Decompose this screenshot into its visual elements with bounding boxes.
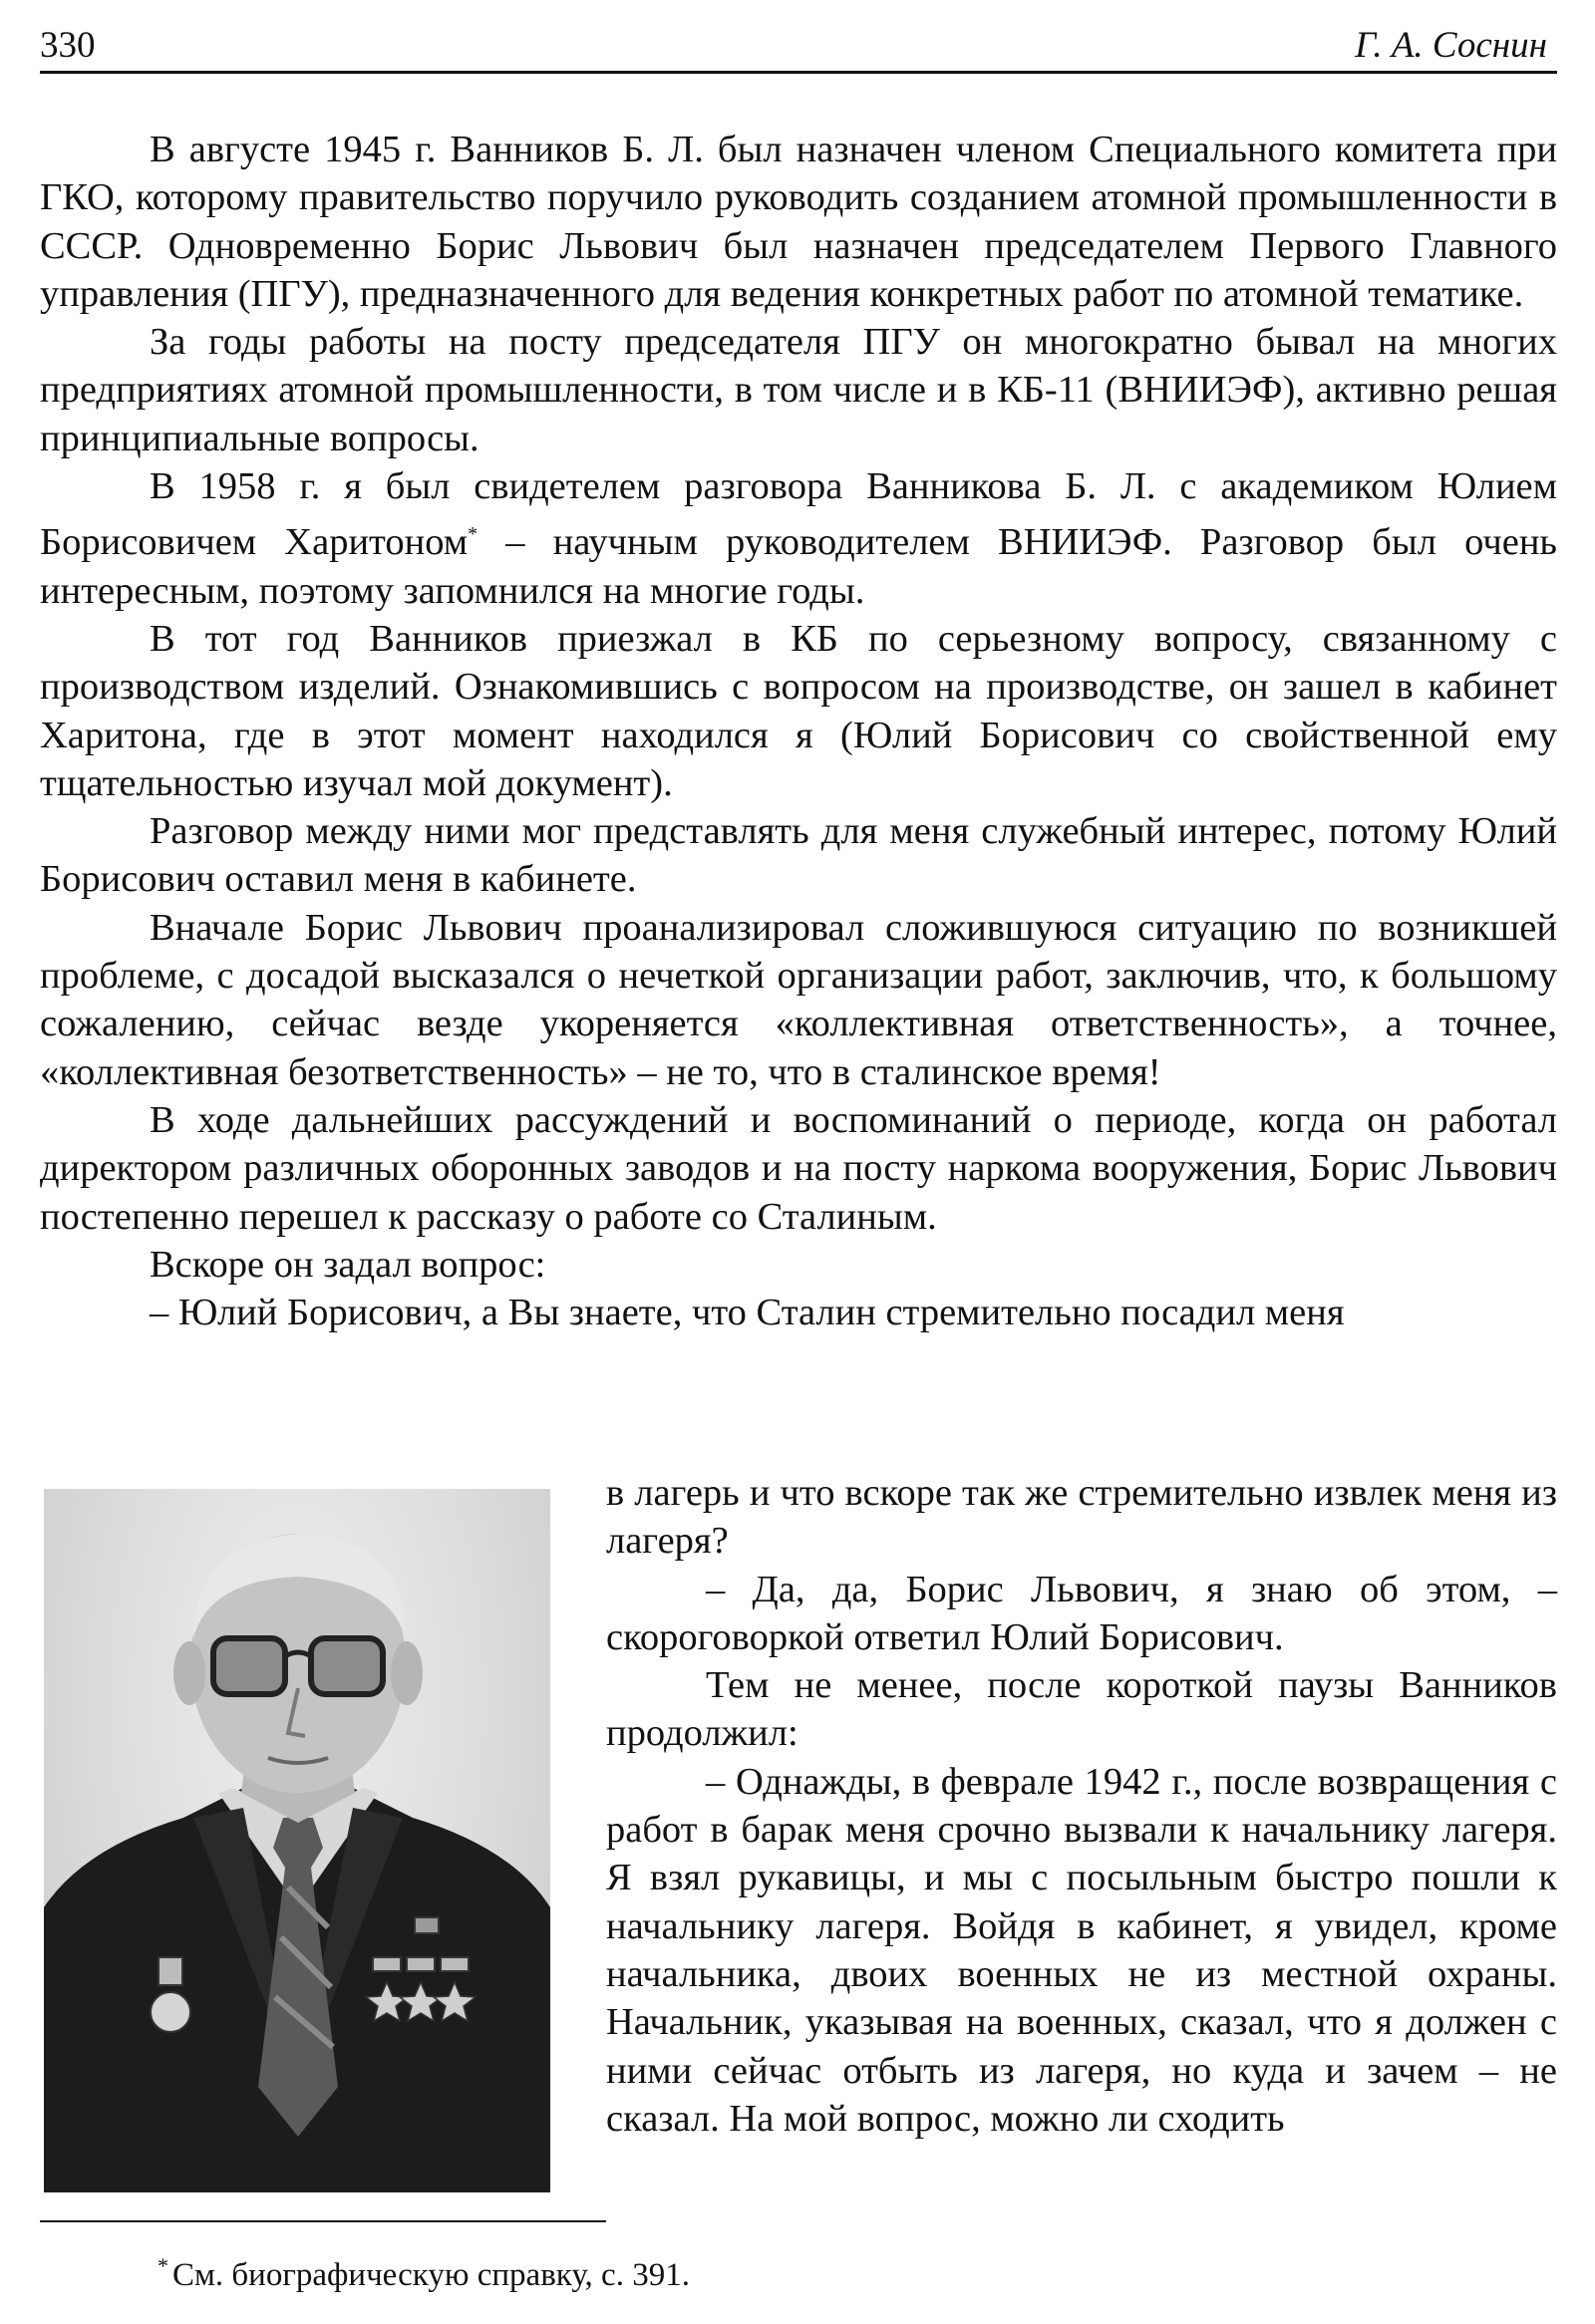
portrait-photo — [44, 1489, 550, 2192]
footnote-rule — [40, 2220, 606, 2222]
page-number: 330 — [40, 25, 96, 66]
footnote — [158, 2246, 690, 2295]
wrapped-text — [606, 1469, 1557, 2143]
paragraph-2: За годы работы на посту председателя ПГУ он многократно бывал на многих предприятиях атомной промышленности, в том числе и в КБ-11 (ВНИИЭФ), активно решая принципиальные вопросы. — [40, 321, 1557, 459]
paragraph-6: Вначале Борис Львович проанализировал сложившуюся ситуацию по возникшей проблеме, с досадой высказался о нечеткой организации работ, заключив, что, к большому сожалению, сейчас везде укореняется «коллективная ответственность», а точнее, «коллективная безответственность» – не то, что в сталинское время! — [40, 906, 1557, 1093]
footnote-text: См. биографическую справку, с. 391. — [172, 2257, 690, 2293]
running-header — [40, 22, 1557, 74]
paragraph-4: В тот год Ванников приезжал в КБ по серьезному вопросу, связанному с производством изделий. Ознакомившись с вопросом на производстве, он зашел в кабинет Харитона, где в этот момент находился я (Юлий Борисович со свойственной ему тщательностью изучал мой документ). — [40, 617, 1557, 804]
paragraph-3 — [40, 462, 1557, 615]
paragraph-5: Разговор между ними мог представлять для меня служебный интерес, потому Юлий Борисович оставил меня в кабинете. — [40, 810, 1557, 901]
footnote-reference: * — [468, 523, 478, 546]
paragraph-3-text-a: В 1958 г. я был свидетелем разговора Ванникова Б. Л. с академиком Юлием Борисовичем Харитоном — [40, 465, 1557, 564]
footnote-marker: * — [158, 2253, 168, 2278]
paragraph-12: – Однажды, в феврале 1942 г., после возвращения с работ в барак меня срочно вызвали к начальнику лагеря. Я взял рукавицы, и мы с посыльным быстро пошли к начальнику лагеря. Войдя в кабинет, я увидел, кроме начальника, двоих военных не из местной охраны. Начальник, указывая на военных, сказал, что я должен с ними сейчас отбыть из лагеря, но куда и зачем – не сказал. На мой вопрос, можно ли сходить — [606, 1760, 1557, 2140]
main-text — [40, 126, 1557, 1336]
paragraph-11: Тем не менее, после короткой паузы Ванников продолжил: — [606, 1664, 1557, 1755]
paragraph-9-continuation: в лагерь и что вскоре так же стремительно извлек меня из лагеря? — [606, 1472, 1557, 1563]
running-head-author: Г. А. Соснин — [1355, 25, 1547, 66]
paragraph-3-text-b: – научным руководителем ВНИИЭФ. Разговор был очень интересным, поэтому запомнился на многие годы. — [40, 521, 1557, 612]
paragraph-8: Вскоре он задал вопрос: — [150, 1243, 546, 1286]
paragraph-1: В августе 1945 г. Ванников Б. Л. был назначен членом Специального комитета при ГКО, которому правительство поручило руководить созданием атомной промышленности в СССР. Одновременно Борис Львович был назначен председателем Первого Главного управления (ПГУ), предназначенного для ведения конкретных работ по атомной тематике. — [40, 129, 1557, 315]
paragraph-7: В ходе дальнейших рассуждений и воспоминаний о периоде, когда он работал директором различных оборонных заводов и на посту наркома вооружения, Борис Львович постепенно перешел к рассказу о работе со Сталиным. — [40, 1098, 1557, 1238]
paragraph-10: – Да, да, Борис Львович, я знаю об этом, – скороговоркой ответил Юлий Борисович. — [606, 1568, 1557, 1658]
paragraph-9-first-line: – Юлий Борисович, а Вы знаете, что Сталин стремительно посадил меня — [150, 1292, 1345, 1334]
portrait-illustration — [44, 1489, 550, 2192]
